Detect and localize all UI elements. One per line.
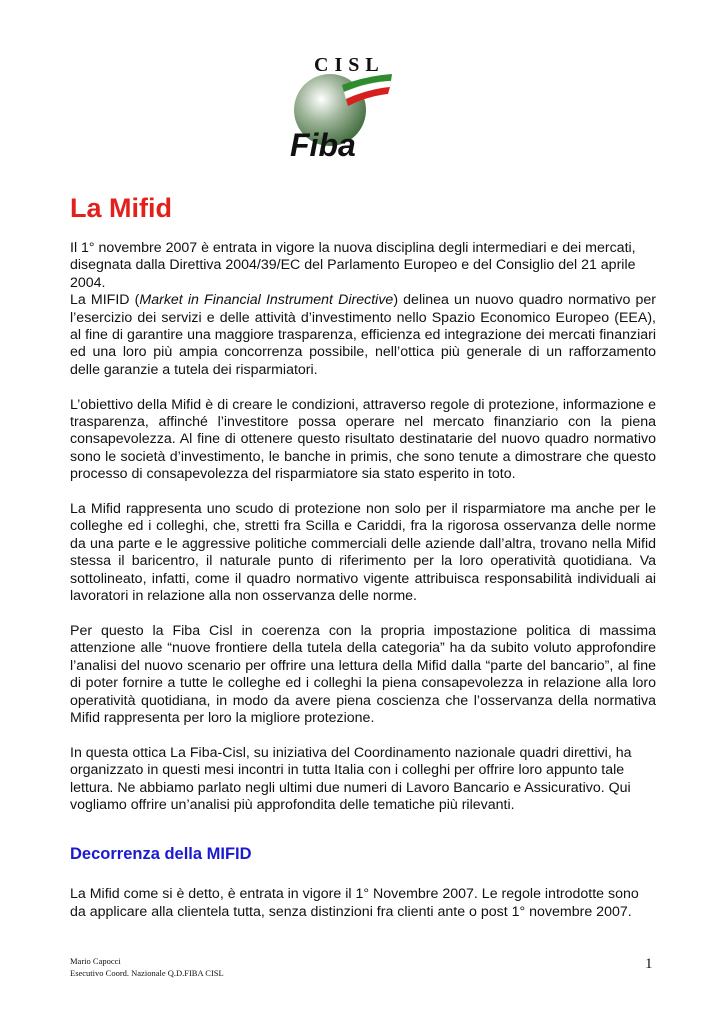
cisl-fiba-logo xyxy=(284,50,404,162)
intro-paragraph-1: Il 1° novembre 2007 è entrata in vigore la nuova disciplina degli intermediari e dei mercati, disegnata dalla Direttiva 2004/39/EC del Parlamento Europeo e del Consiglio del 21 aprile 2004. xyxy=(70,240,636,291)
paragraph-initiative: In questa ottica La Fiba-Cisl, su iniziativa del Coordinamento nazionale quadri direttivi, ha organizzato in questi mesi incontri in tutta Italia con i colleghi per offrire loro appunto tale lettura. Ne abbiamo parlato negli ultimi due numeri di Lavoro Bancario e Assicurativo. Qui vogliamo offrire un’analisi più approfondita delle tematiche più rilevanti. xyxy=(70,744,632,813)
intro-p2-start: La MIFID ( xyxy=(70,292,140,309)
logo-cisl-text: CISL xyxy=(314,54,385,76)
page-title: La Mifid xyxy=(70,193,172,223)
section-paragraph: La Mifid come si è detto, è entrata in vigore il 1° Novembre 2007. Le regole introdotte sono da applicare alla clientela tutta, senza distinzioni fra clienti ante o post 1° novembre 2007. xyxy=(70,886,639,920)
paragraph-protection: La Mifid rappresenta uno scudo di protezione non solo per il risparmiatore ma anche per le colleghe ed i colleghi, che, stretti fra Scilla e Cariddi, fra la rigorosa osservanza delle norme da una parte e le aggressive politiche commerciali delle aziende dall’altra, trovano nella Mifid stessa il baricentro, il naturale punto di riferimento per la loro operatività quotidiana. Va sottolineato, infatti, come il quadro normativo vigente attribuisca responsabilità individuali ai lavoratori in relazione alla non osservanza delle norme. xyxy=(70,501,656,605)
logo-graphic xyxy=(284,50,404,162)
intro-paragraph-2 xyxy=(70,292,656,379)
logo-fiba-text: Fiba xyxy=(290,127,356,162)
paragraph-objective: L’obiettivo della Mifid è di creare le condizioni, attraverso regole di protezione, informazione e trasparenza, affinché l’investitore possa operare nel mercato finanziario con la piena consapevolezza. Al fine di ottenere questo risultato destinatarie del nuovo quadro normativo sono le società d’investimento, le banche in primis, che sono tenute a dimostrare che questo processo di consapevolezza del risparmiatore sia stato esperito in toto. xyxy=(70,396,656,483)
page-footer xyxy=(70,955,224,979)
intro-p2-end: ) delinea un nuovo quadro normativo per l’esercizio dei servizi e delle attività d’investimento nello Spazio Economico Europeo (EEA), al fine di garantire una maggiore trasparenza, efficienza ed integrazione dei mercati finanziari ed una loro più ampia concorrenza possibile, nell’ottica più generale di un rafforzamento delle garanzie a tutela dei risparmiatori. xyxy=(70,292,656,378)
document-body xyxy=(70,240,656,832)
footer-author: Mario Capocci xyxy=(70,956,121,966)
intro-p2-italic: Market in Financial Instrument Directive xyxy=(139,292,394,309)
section-title: Decorrenza della MIFID xyxy=(70,845,252,863)
footer-role: Esecutivo Coord. Nazionale Q.D.FIBA CISL xyxy=(70,968,224,978)
page-number: 1 xyxy=(645,956,653,972)
paragraph-fiba-cisl: Per questo la Fiba Cisl in coerenza con la propria impostazione politica di massima attenzione alle “nuove frontiere della tutela della categoria” ha da subito voluto approfondire l’analisi del nuovo scenario per offrire una lettura della Mifid dalla “parte del bancario”, al fine di poter fornire a tutte le colleghe ed i colleghi la piena consapevolezza in relazione alla loro operatività quotidiana, in modo da avere piena coscienza che l’osservanza della normativa Mifid rappresenta per loro la migliore protezione. xyxy=(70,622,656,726)
